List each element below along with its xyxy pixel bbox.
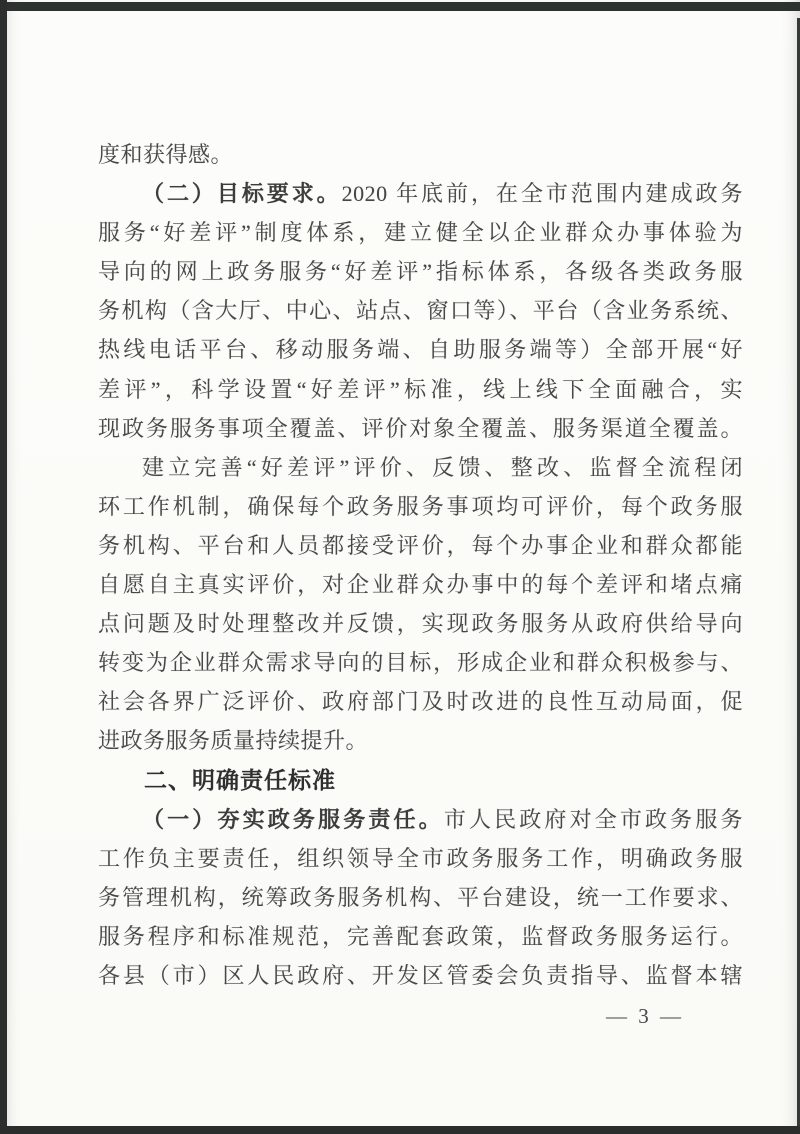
text-line: 度和获得感。 <box>98 142 234 167</box>
paragraph-text: 2020 年底前，在全市范围内建成政务 <box>341 181 743 207</box>
text-line <box>98 174 743 213</box>
scan-edge-top <box>0 2 800 11</box>
text-line: 现政务服务事项全覆盖、评价对象全覆盖、服务渠道全覆盖。 <box>98 415 743 441</box>
document-body <box>98 135 743 995</box>
text-line: 建立完善“好差评”评价、反馈、整改、监督全流程闭 <box>142 454 743 480</box>
scan-edge-bottom <box>0 1126 800 1134</box>
paragraph-lead: （一）夯实政务服务责任。 <box>142 806 444 832</box>
text-line: 服务“好差评”制度体系，建立健全以企业群众办事体验为 <box>98 220 743 246</box>
text-line: 服务程序和标准规范，完善配套政策，监督政务服务运行。 <box>98 923 743 949</box>
text-line: 导向的网上政务服务“好差评”指标体系，各级各类政务服 <box>98 259 743 285</box>
text-line: 自愿自主真实评价，对企业群众办事中的每个差评和堵点痛 <box>98 572 743 598</box>
text-line: 转变为企业群众需求导向的目标，形成企业和群众积极参与、 <box>98 650 743 676</box>
text-line: 务机构、平台和人员都接受评价，每个办事企业和群众都能 <box>98 532 743 558</box>
paragraph-text: 市人民政府对全市政务服务 <box>443 806 743 832</box>
text-line: 务管理机构，统筹政务服务机构、平台建设，统一工作要求、 <box>98 884 743 910</box>
text-line: 社会各界广泛评价、政府部门及时改进的良性互动局面，促 <box>98 689 743 715</box>
text-line <box>98 800 743 839</box>
text-line: 热线电话平台、移动服务端、自助服务端等）全部开展“好 <box>98 337 743 363</box>
text-line: 工作负主要责任，组织领导全市政务服务工作，明确政务服 <box>98 845 743 871</box>
text-line: 差评”，科学设置“好差评”标准，线上线下全面融合，实 <box>98 376 743 402</box>
scan-edge-left <box>0 0 7 1134</box>
text-line: 各县（市）区人民政府、开发区管委会负责指导、监督本辖 <box>98 962 743 988</box>
section-heading: 二、明确责任标准 <box>144 766 336 793</box>
paragraph-lead: （二）目标要求。 <box>142 181 342 207</box>
text-line: 环工作机制，确保每个政务服务事项均可评价，每个政务服 <box>98 493 743 519</box>
text-line: 进政务服务质量持续提升。 <box>98 728 369 754</box>
text-line: 点问题及时处理整改并反馈，实现政务服务从政府供给导向 <box>98 611 743 637</box>
text-line: 务机构（含大厅、中心、站点、窗口等）、平台（含业务系统、 <box>98 298 743 324</box>
page-number: — 3 — <box>606 1004 684 1028</box>
